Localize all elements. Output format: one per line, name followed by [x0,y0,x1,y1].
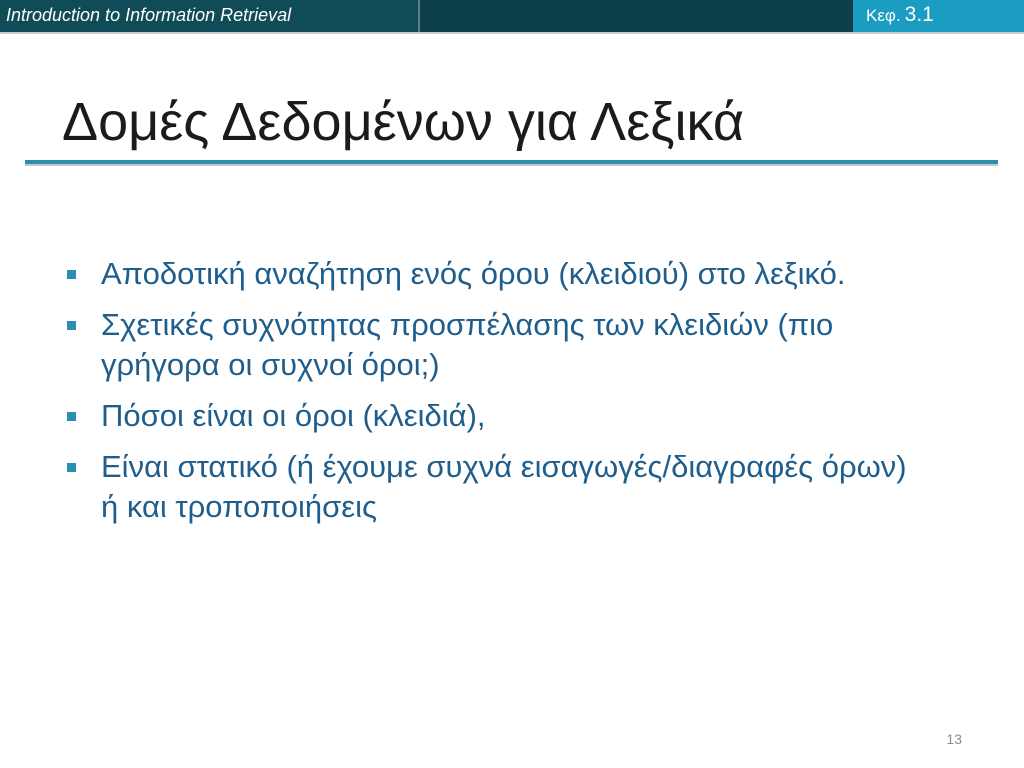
bullet-line: ή και τροποποιήσεις [101,489,377,524]
bullet-line: Σχετικές συχνότητας προσπέλασης των κλειδιών (πιο [101,307,834,342]
section-badge [853,0,1024,32]
header-underline [0,32,1024,34]
square-bullet-icon [67,270,76,279]
section-number: 3.1 [904,3,934,26]
square-bullet-icon [67,321,76,330]
title-underline [25,160,998,164]
bullet-item [101,396,907,436]
bullet-item [101,305,907,385]
bullet-list [101,254,907,527]
square-bullet-icon [67,463,76,472]
bullet-line: Είναι στατικό (ή έχουμε συχνά εισαγωγές/διαγραφές όρων) [101,449,907,484]
page-number: 13 [946,731,962,747]
bullet-item [101,254,907,294]
bullet-item [101,447,907,527]
bullet-line: Πόσοι είναι οι όροι (κλειδιά), [101,398,486,433]
bullet-line: γρήγορα οι συχνοί όροι;) [101,347,440,382]
page-title: Δομές Δεδομένων για Λεξικά [62,92,745,152]
square-bullet-icon [67,412,76,421]
header-bar [0,0,418,32]
bullet-line: Αποδοτική αναζήτηση ενός όρου (κλειδιού) στο λεξικό. [101,256,846,291]
section-prefix: Κεφ. [866,6,901,25]
course-title: Introduction to Information Retrieval [6,5,292,25]
header-bar-middle [420,0,853,32]
